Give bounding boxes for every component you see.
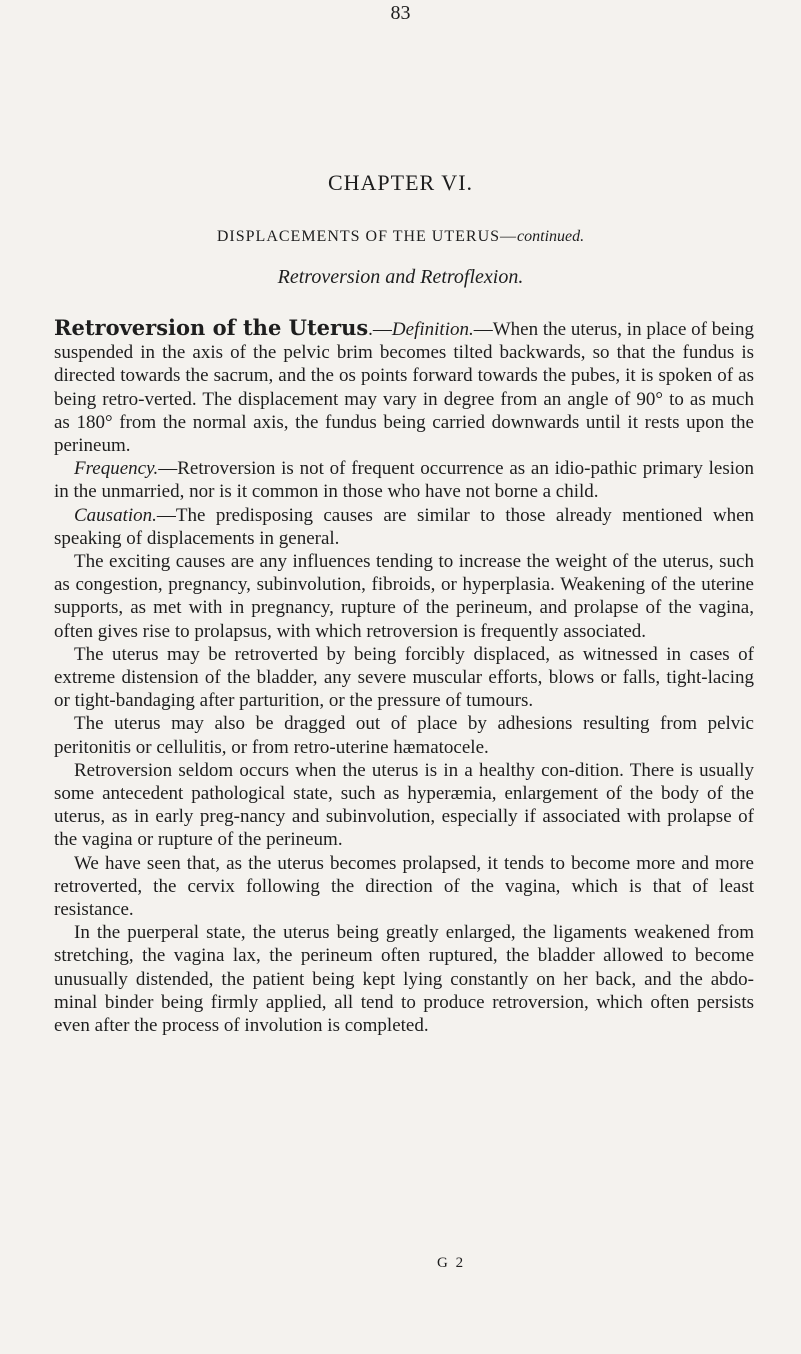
section-title [0, 228, 801, 246]
paragraph: In the puerperal state, the uterus being greatly enlarged, the ligaments weakened from stretching, the vagina lax, the perineum often ruptured, the bladder allowed to become unusually distended, the patient being kept lying constantly on her back, and the abdo-minal binder being firmly applied, all tend to produce retroversion, which often persists even after the process of involution is completed. [54, 922, 754, 1037]
paragraph-causation [54, 504, 754, 550]
paragraph-lead: Frequency. [74, 458, 159, 480]
paragraph: The exciting causes are any influences tending to increase the weight of the uterus, such as congestion, pregnancy, subinvolution, fibroids, or hyperplasia. Weakening of the uterine supports, as met with in pregnancy, rupture of the perineum, and prolapse of the vagina, often gives rise to prolapsus, with which retroversion is frequently associated. [54, 551, 754, 642]
section-title-text: DISPLACEMENTS OF THE UTERUS— [216, 228, 518, 245]
section-continued: continued. [517, 228, 585, 245]
signature-mark: G 2 [437, 1255, 466, 1271]
paragraph: The uterus may also be dragged out of place by adhesions resulting from pelvic peritonitis or cellulitis, or from retro-uterine hæmatocele. [54, 713, 754, 758]
paragraph-heading: Retroversion of the Uterus [54, 315, 369, 340]
subsection-title: Retroversion and Retroflexion. [277, 266, 524, 288]
paragraph-text: —The predisposing causes are similar to those already mentioned when speaking of displacements in general. [54, 504, 754, 549]
body-text [54, 316, 754, 1037]
paragraph-text: —Retroversion is not of frequent occurrence as an idio-pathic primary lesion in the unmarried, nor is it common in those who have not borne a child. [54, 458, 754, 503]
paragraph-text: —When the uterus, in place of being suspended in the axis of the pelvic brim becomes tilted backwards, so that the fundus is directed towards the sacrum, and the os points forward towards the pubes, it is spoken of as being retro-verted. The displacement may vary in degree from an angle of 90° to as much as 180° from the normal axis, the fundus being carried downwards until it rests upon the perineum. [54, 319, 754, 457]
heading-separator: .— [368, 319, 392, 340]
paragraph: We have seen that, as the uterus becomes prolapsed, it tends to become more and more retroverted, the cervix following the direction of the vagina, which is that of least resistance. [54, 852, 754, 921]
paragraph: Retroversion seldom occurs when the uterus is in a healthy con-dition. There is usually some antecedent pathological state, such as hyperæmia, enlargement of the body of the uterus, as in early preg-nancy and subinvolution, especially if associated with prolapse of the vagina or rupture of the perineum. [54, 759, 754, 851]
page-number: 83 [390, 2, 411, 24]
paragraph-definition [54, 316, 754, 457]
paragraph: The uterus may be retroverted by being forcibly displaced, as witnessed in cases of extreme distension of the bladder, any severe muscular efforts, blows or falls, tight-lacing or tight-bandaging after parturition, or the pressure of tumours. [54, 643, 754, 712]
chapter-title: CHAPTER VI. [327, 170, 474, 195]
paragraph-frequency [54, 457, 754, 503]
paragraph-lead: Causation. [74, 504, 157, 526]
paragraph-lead: Definition. [391, 319, 474, 340]
